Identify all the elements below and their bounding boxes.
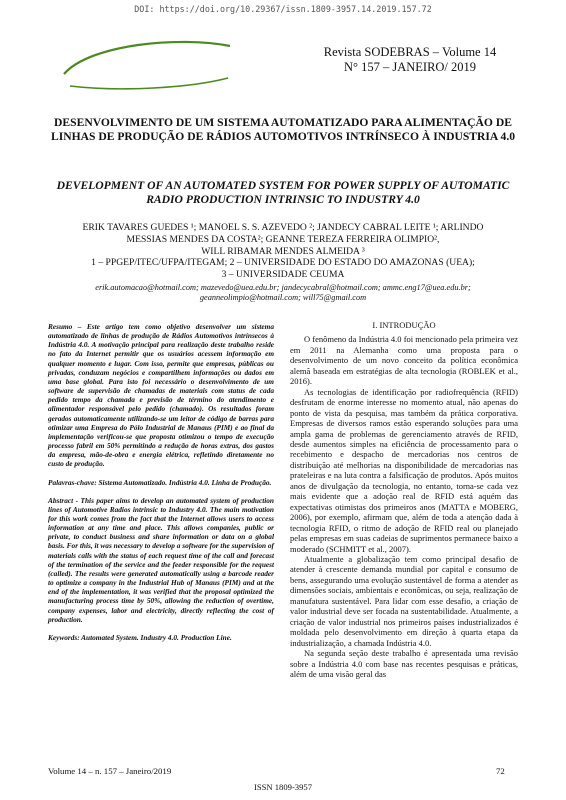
section-heading-introduction: I. INTRODUÇÃO <box>372 320 436 330</box>
affiliations-line: 1 – PPGEP/ITEC/UFPA/ITEGAM; 2 – UNIVERSIDADE DO ESTADO DO AMAZONAS (UEA); <box>91 257 475 269</box>
abstract-paragraph: Abstract - This paper aims to develop an automated system of production lines of Automotive Radios intrinsic to Industry 4.0. The main motivation for this work comes from the fact that the Internet allows users to access information at any time and place. This allows companies, public or private, to conduct business and share information or data on a global basis. For this, it was necessary to develop a software for the supervision of materials calls with the status of each request time of the call and forecast of the termination of the service and the feeder responsible for the request (called). The results were generated automatically using a barcode reader to optimize a company in the Industrial Hub of Manaus (PIM) and at the end of the implementation, it was verified that the proposal optimized the manufacturing process time by 50%, allowing the reduction of overtime, company expenses, labor and electricity, directly reflecting the cost of production. <box>48 495 274 624</box>
journal-info <box>300 45 520 75</box>
authors-block <box>50 222 516 281</box>
abstract-column <box>48 322 274 651</box>
intro-paragraph: As tecnologias de identificação por radiofrequência (RFID) desfrutam de enorme interesse no momento atual, não apenas do ponto de vista da pesquisa, mas também da prática corporativa. Empresas de diversos ramos estão esperando soluções para uma ampla gama de problemas de gerenciamento através de RFID, desde aumentos simples na eficiência de processamento para o recebimento e despacho de mercadorias nos centros de distribuição até melhorias na disponibilidade de mercadorias nas prateleiras e na luta contra a falsificação de produtos. Após muitos anos de divulgação da tecnologia, no entanto, torna-se cada vez mais evidente que a adoção real de RFID está aquém das expectativas otimistas dos primeiros anos (MATTA e MOBERG, 2006), por exemplo, afirmam que, além de toda a atenção dada à tecnologia RFID, o ritmo de adoção de RFID real ou planejado pelas empresas em suas cadeias de suprimentos permanece baixo a moderado (SCHMITT et al., 2007). <box>290 386 518 554</box>
affiliations-line: 3 – UNIVERSIDADE CEUMA <box>221 269 345 281</box>
resumo-paragraph: Resumo – Este artigo tem como objetivo desenvolver um sistema automatizado de linhas de produção de Rádios Automotivos intrínsecos à Indústria 4.0. A motivação principal para realização deste trabalho reside no fato da Internet permitir que os usuários acessem informação em qualquer momento e lugar. Com isso, permite que empresas, públicas ou privadas, conduzam negócios e compartilhem informações ou dados em uma base global. Para isto foi necessário o desenvolvimento de um software de supervisão de chamadas de materiais com status de cada pedido tempo da chamada e previsão de término do atendimento e alimentador responsável pelo pedido (chamado). Os resultados foram gerados automaticamente utilizando-se um leitor de código de barras para otimizar uma Empresa do Pólo Industrial de Manaus (PIM) e ao final da implementação verificou-se que proposta otimizou o tempo de execução processo fabril em 50% permitindo a redução de horas extras, dos gastos da empresa, mão-de-obra e energia elétrica, refletindo diretamente no custo de produção. <box>48 322 274 469</box>
sodebras-logo <box>60 34 235 96</box>
logo-swoosh-icon <box>60 34 235 96</box>
introduction-column <box>290 320 518 679</box>
doi-link[interactable]: DOI: https://doi.org/10.29367/issn.1809-3957.14.2019.157.72 <box>134 4 432 14</box>
emails-block <box>60 283 506 304</box>
emails-line: geanneolimpio@hotmail.com; will75@gmail.com <box>199 293 367 303</box>
title-english: DEVELOPMENT OF AN AUTOMATED SYSTEM FOR POWER SUPPLY OF AUTOMATIC RADIO PRODUCTION INTRINSIC TO INDUSTRY 4.0 <box>56 179 510 206</box>
authors-line: MESSIAS MENDES DA COSTA²; GEANNE TEREZA FERREIRA OLIMPIO², <box>126 233 440 245</box>
page-number: 72 <box>496 766 505 776</box>
title-portuguese: DESENVOLVIMENTO DE UM SISTEMA AUTOMATIZADO PARA ALIMENTAÇÃO DE LINHAS DE PRODUÇÃO DE RÁDIOS AUTOMOTIVOS INTRÍNSECO À INDUSTRIA 4.0 <box>50 116 516 143</box>
intro-paragraph: Atualmente a globalização tem como principal desafio de atender à crescente demanda mundial por capital e consumo de bens, assegurando uma evolução sustentável de forma a atender as dimensões sociais, ambientais e econômicas, ou seja, realização de manufatura sustentável. Para lidar com esse desafio, a criação de valor industrial deve ser focada na sustentabilidade. Atualmente, a criação de valor industrial nos primeiros países industrializados é moldada pelo desenvolvimento em direção à quarta etapa da industrialização, a chamada Indústria 4.0. <box>290 553 518 648</box>
palavras-chave: Palavras-chave: Sistema Automatizado. Indústria 4.0. Linha de Produção. <box>48 477 272 487</box>
intro-paragraph: O fenômeno da Indústria 4.0 foi mencionado pela primeira vez em 2011 na Alemanha como uma proposta para o desenvolvimento de um novo conceito da política econômica alemã baseada em estratégias de alta tecnologia (ROBLEK et al., 2016). <box>290 334 518 387</box>
authors-line: ERIK TAVARES GUEDES ¹; MANOEL S. S. AZEVEDO ²; JANDECY CABRAL LEITE ¹; ARLINDO <box>82 222 484 233</box>
authors-line: WILL RIBAMAR MENDES ALMEIDA ³ <box>201 245 365 257</box>
footer-issn: ISSN 1809-3957 <box>253 782 312 792</box>
intro-paragraph: Na segunda seção deste trabalho é apresentada uma revisão sobre a Indústria 4.0 com base nas recentes pesquisas e práticas, além de uma visão geral das <box>290 648 518 679</box>
journal-issue: N° 157 – JANEIRO/ 2019 <box>343 60 477 74</box>
emails-line: erik.automacao@hotmail.com; mazevedo@uea.edu.br; jandecycabral@hotmail.com; ammc.eng17@uea.edu.br; <box>95 283 471 292</box>
keywords: Keywords: Automated System. Industry 4.0. Production Line. <box>48 632 232 642</box>
footer-volume: Volume 14 – n. 157 – Janeiro/2019 <box>48 766 172 776</box>
doi-header <box>0 4 566 14</box>
journal-volume: Revista SODEBRAS – Volume 14 <box>323 45 497 59</box>
